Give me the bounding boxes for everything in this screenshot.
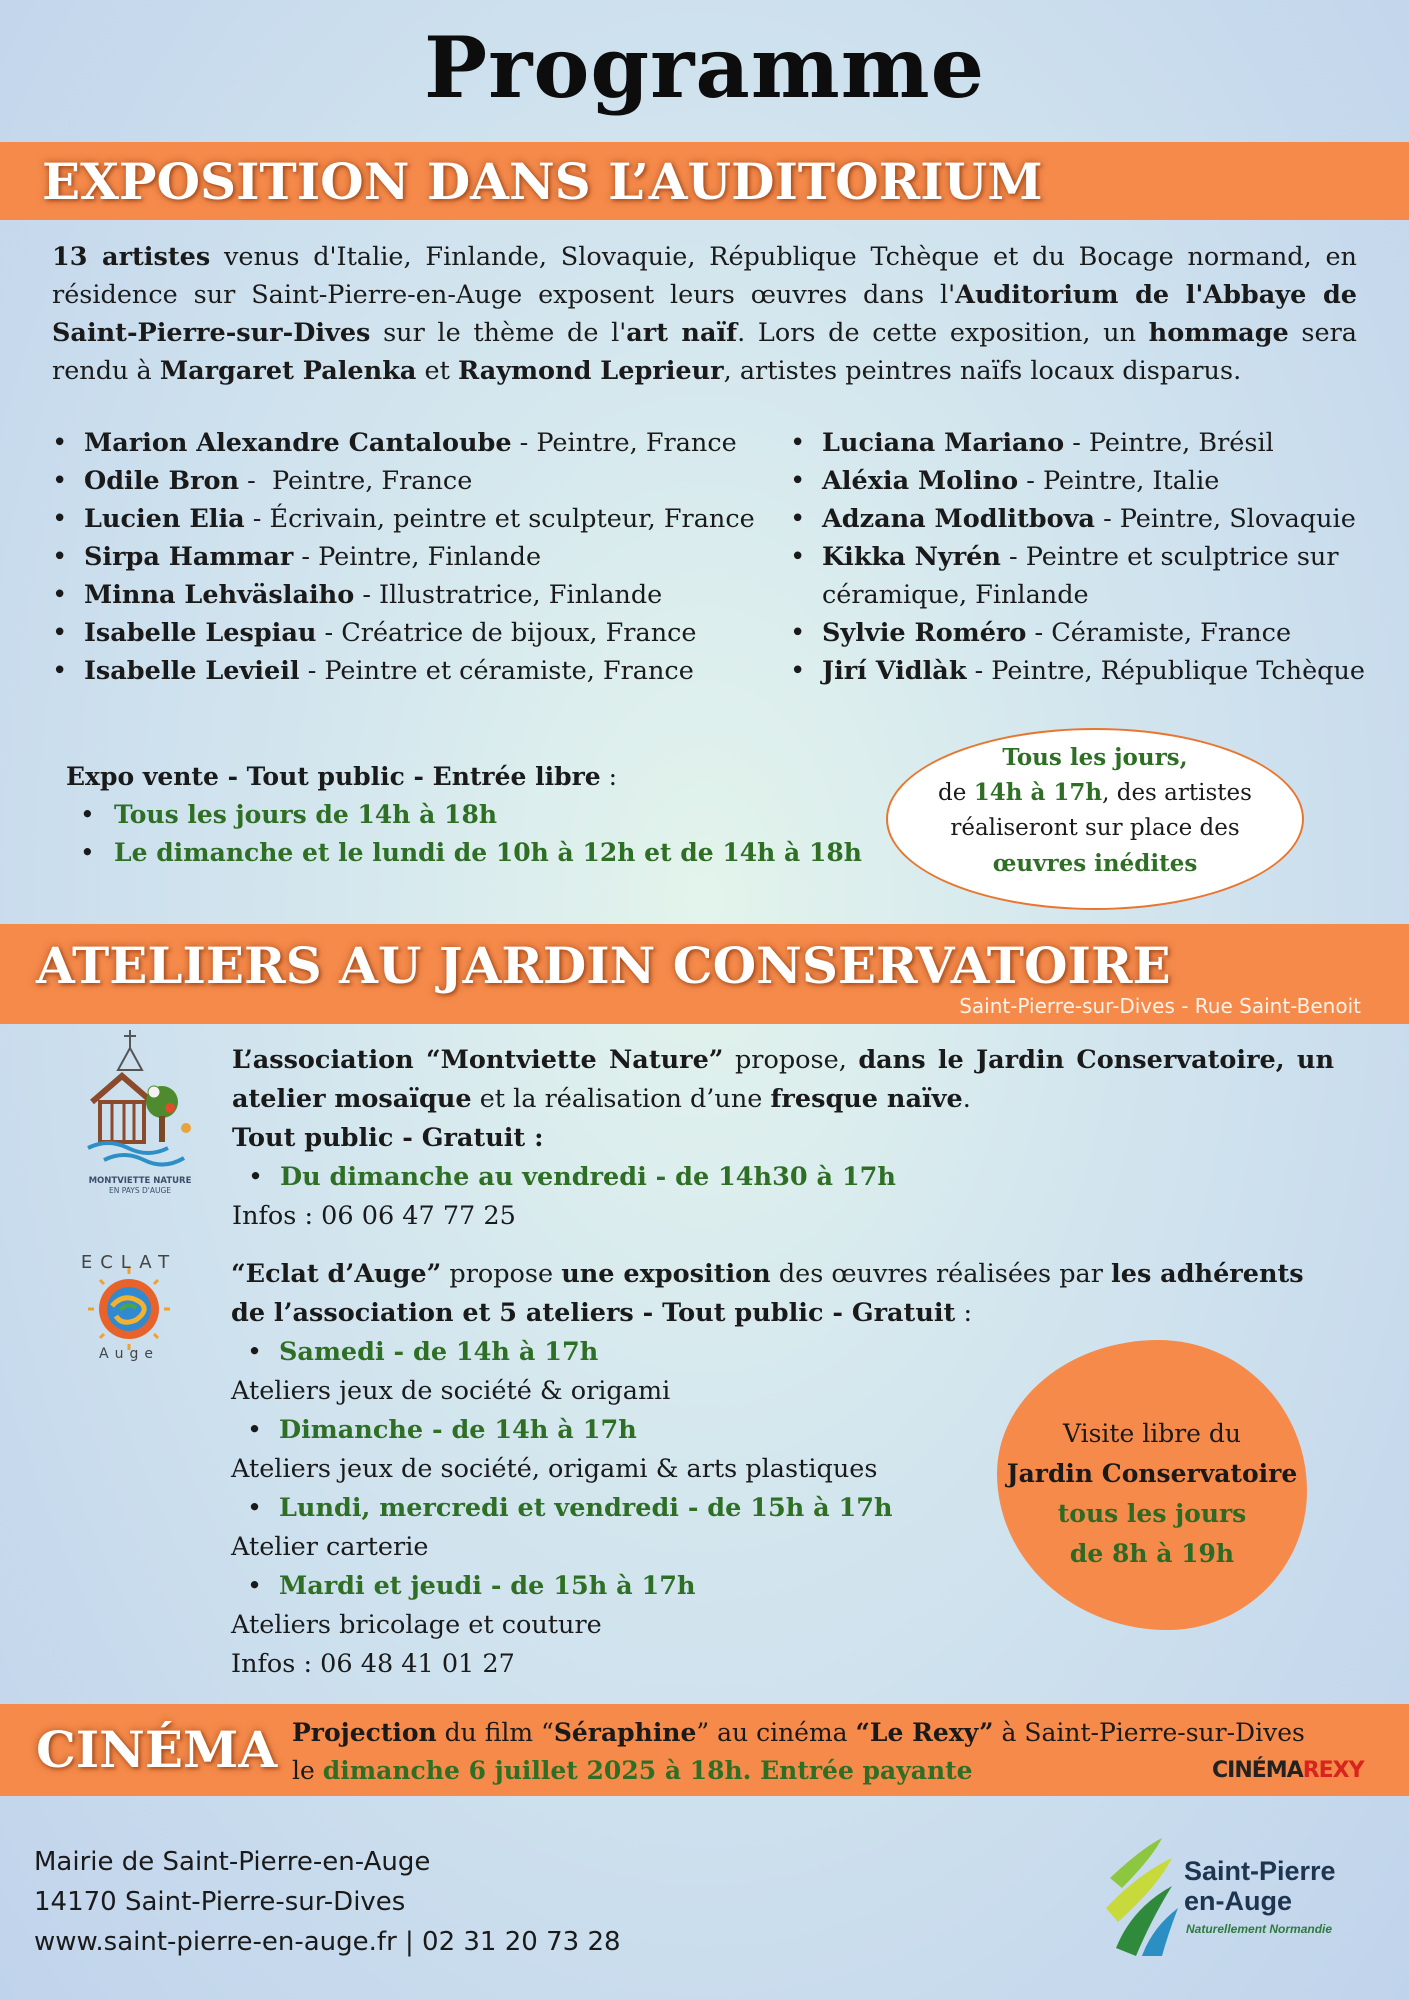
- sale-colon: :: [600, 762, 618, 791]
- montviette-activity: dans le Jardin Conservatoire, un atelier mosaïque: [232, 1045, 1334, 1114]
- session-time: Lundi, mercredi et vendredi - de 15h à 17h: [279, 1493, 893, 1523]
- brand-tagline: Naturellement Normandie: [1186, 1922, 1333, 1936]
- intro-artists-count: 13 artistes: [52, 242, 211, 272]
- cinema-venue: “Le Rexy”: [855, 1718, 994, 1747]
- montviette-logo-text: MONTVIETTE NATURE: [88, 1176, 192, 1186]
- footer-website-link[interactable]: www.saint-pierre-en-auge.fr | 02 31 20 73 28: [34, 1927, 621, 1957]
- list-item: [50, 576, 780, 614]
- artist-role: - Peintre, Slovaquie: [1094, 504, 1356, 534]
- montviette-section: [232, 1041, 1334, 1236]
- artist-name: Adzana Modlitbova: [822, 504, 1095, 534]
- cinema-logo-rexy: REXY: [1302, 1758, 1364, 1783]
- intro-hommage: hommage: [1148, 318, 1289, 348]
- cinema-text: à Saint-Pierre-sur-Dives: [993, 1718, 1305, 1747]
- artist-role: - Peintre, France: [239, 466, 473, 496]
- list-item: [788, 538, 1388, 614]
- list-item: [50, 462, 780, 500]
- cinema-projection: Projection: [292, 1718, 437, 1747]
- intro-theme: art naïf: [626, 318, 738, 348]
- artist-name: Aléxia Molino: [822, 466, 1019, 496]
- artist-name: Sirpa Hammar: [84, 542, 294, 572]
- saint-pierre-logo-icon: [1102, 1838, 1182, 1958]
- artist-role: - Créatrice de bijoux, France: [316, 618, 697, 648]
- callout-hours: 14h à 17h: [973, 779, 1103, 806]
- session-time: Mardi et jeudi - de 15h à 17h: [279, 1571, 696, 1601]
- eclat-logo-subtext: Auge: [99, 1346, 159, 1362]
- intro-text: . Lors de cette exposition, un: [737, 318, 1149, 348]
- montviette-fresque: fresque naïve: [770, 1084, 963, 1114]
- session-activity: Ateliers bricolage et couture: [231, 1610, 602, 1640]
- brand-name-line: en-Auge: [1184, 1886, 1292, 1916]
- artist-name: Marion Alexandre Cantaloube: [84, 428, 512, 458]
- eclat-members: les adhérents de l’association et 5 ateliers - Tout public - Gratuit: [231, 1259, 1304, 1328]
- artist-name: Odile Bron: [84, 466, 240, 496]
- montviette-hours: Du dimanche au vendredi - de 14h30 à 17h: [280, 1162, 896, 1192]
- bullet-icon: •: [247, 1571, 263, 1601]
- bullet-icon: •: [247, 1493, 263, 1523]
- artist-role: - Peintre et céramiste, France: [299, 656, 694, 686]
- cinema-logo-text: CINÉMA: [1212, 1758, 1303, 1783]
- ateliers-banner: [0, 924, 1409, 1024]
- session-time: Samedi - de 14h à 17h: [279, 1337, 599, 1367]
- footer-line: 14170 Saint-Pierre-sur-Dives: [34, 1887, 406, 1917]
- intro-name: Raymond Leprieur: [457, 356, 724, 386]
- list-item: [50, 652, 780, 690]
- list-item: [50, 538, 780, 576]
- artist-name: Sylvie Roméro: [822, 618, 1027, 648]
- cinema-details: [292, 1714, 1305, 1790]
- cinema-text: ” au cinéma: [696, 1718, 856, 1747]
- exposition-banner: [0, 142, 1409, 220]
- artist-name: Minna Lehväslaiho: [84, 580, 355, 610]
- intro-text: sera rendu à: [52, 318, 1357, 386]
- session-time: Dimanche - de 14h à 17h: [279, 1415, 637, 1445]
- ateliers-heading: ATELIERS AU JARDIN CONSERVATOIRE: [36, 936, 1171, 995]
- montviette-text: et la réalisation d’une: [471, 1084, 771, 1114]
- expo-sale-info: [66, 758, 862, 872]
- artists-live-callout: [886, 728, 1304, 910]
- artist-name: Isabelle Lespiau: [84, 618, 317, 648]
- artist-role: - Illustratrice, Finlande: [354, 580, 663, 610]
- expo-hours: Tous les jours de 14h à 18h: [114, 800, 498, 829]
- eclat-text: :: [955, 1298, 973, 1328]
- cinema-rexy-logo: [1212, 1758, 1364, 1783]
- intro-venue: Auditorium de l'Abbaye de Saint-Pierre-sur-Dives: [52, 280, 1358, 348]
- eclat-infos: Infos : 06 48 41 01 27: [231, 1649, 515, 1679]
- artist-role: - Céramiste, France: [1026, 618, 1292, 648]
- eclat-exposition: une exposition: [561, 1259, 771, 1289]
- artists-list-right: [788, 424, 1388, 690]
- artist-role: - Peintre, France: [511, 428, 737, 458]
- callout-line: œuvres inédites: [992, 850, 1198, 877]
- callout-text: , des artistes: [1102, 780, 1252, 806]
- saint-pierre-logo: [1102, 1838, 1372, 1958]
- cinema-date: dimanche 6 juillet 2025 à 18h. Entrée payante: [322, 1756, 973, 1785]
- artist-role: - Peintre, République Tchèque: [966, 656, 1366, 686]
- bullet-icon: •: [80, 800, 95, 829]
- intro-text: et: [416, 356, 458, 386]
- intro-name: Margaret Palenka: [159, 356, 417, 386]
- cinema-banner: [0, 1704, 1409, 1796]
- session-activity: Ateliers jeux de société, origami & arts plastiques: [231, 1454, 878, 1484]
- footer-address: [34, 1842, 621, 1962]
- intro-text: , artistes peintres naïfs locaux disparus.: [723, 356, 1242, 386]
- exposition-heading: EXPOSITION DANS L’AUDITORIUM: [42, 152, 1043, 211]
- list-item: [788, 652, 1388, 690]
- montviette-logo-icon: [78, 1030, 202, 1170]
- artist-role: - Peintre, Italie: [1018, 466, 1220, 496]
- page-title: Programme: [423, 18, 986, 117]
- artist-name: Kikka Nyrén: [822, 542, 1001, 572]
- artists-list-left: [50, 424, 780, 690]
- list-item: [788, 500, 1388, 538]
- session-activity: Ateliers jeux de société & origami: [231, 1376, 671, 1406]
- artist-role: - Écrivain, peintre et sculpteur, France: [244, 504, 755, 534]
- callout-line: tous les jours: [1057, 1499, 1247, 1528]
- list-item: [50, 500, 780, 538]
- intro-text: venus d'Italie, Finlande, Slovaquie, République Tchèque et du Bocage normand, en résidence sur Saint-Pierre-en-Auge exposent leurs œuvres dans l': [52, 242, 1357, 310]
- eclat-name: “Eclat d’Auge”: [231, 1259, 442, 1289]
- artist-role: - Peintre, Finlande: [293, 542, 542, 572]
- cinema-text: le: [292, 1756, 323, 1785]
- bullet-icon: •: [248, 1162, 264, 1192]
- bullet-icon: •: [247, 1415, 263, 1445]
- artist-role: - Peintre, Brésil: [1064, 428, 1274, 458]
- cinema-film: Séraphine: [553, 1718, 697, 1747]
- callout-text: de: [938, 780, 974, 806]
- callout-line: Jardin Conservatoire: [1006, 1459, 1298, 1488]
- list-item: [50, 614, 780, 652]
- montviette-text: .: [962, 1084, 971, 1114]
- bullet-icon: •: [80, 838, 95, 867]
- list-item: [50, 424, 780, 462]
- footer-line: Mairie de Saint-Pierre-en-Auge: [34, 1847, 431, 1877]
- eclat-logo-text: ECLAT: [80, 1252, 178, 1273]
- expo-hours: Le dimanche et le lundi de 10h à 12h et de 14h à 18h: [114, 838, 862, 867]
- eclat-text: des œuvres réalisées par: [770, 1259, 1112, 1289]
- bullet-icon: •: [247, 1337, 263, 1367]
- artist-name: Luciana Mariano: [822, 428, 1065, 458]
- eclat-logo: [66, 1246, 192, 1372]
- montviette-logo: [78, 1030, 202, 1200]
- artist-name: Isabelle Levieil: [84, 656, 300, 686]
- callout-line: Tous les jours,: [1002, 744, 1188, 771]
- intro-text: sur le thème de l': [370, 318, 627, 348]
- montviette-logo-subtext: EN PAYS D'AUGE: [108, 1186, 172, 1195]
- callout-line: Visite libre du: [1062, 1419, 1241, 1448]
- brand-name-line: Saint-Pierre: [1184, 1856, 1336, 1886]
- artist-name: Jirí Vidlàk: [822, 656, 967, 686]
- list-item: [788, 424, 1388, 462]
- montviette-name: L’association “Montviette Nature”: [232, 1045, 724, 1075]
- artist-role: - Peintre et sculptrice sur céramique, Finlande: [822, 542, 1339, 610]
- session-activity: Atelier carterie: [231, 1532, 429, 1562]
- ateliers-location: Saint-Pierre-sur-Dives - Rue Saint-Benoit: [959, 994, 1361, 1018]
- exposition-intro: [52, 238, 1357, 390]
- sale-label: Expo vente - Tout public - Entrée libre: [66, 762, 601, 791]
- callout-line: de 8h à 19h: [1069, 1539, 1235, 1568]
- saint-pierre-logo-name: [1184, 1856, 1336, 1916]
- montviette-public: Tout public - Gratuit :: [232, 1123, 544, 1153]
- cinema-heading: CINÉMA: [36, 1720, 278, 1779]
- cinema-text: du film “: [436, 1718, 554, 1747]
- callout-line: réaliseront sur place des: [950, 815, 1240, 841]
- montviette-infos: Infos : 06 06 47 77 25: [232, 1201, 516, 1231]
- artist-name: Lucien Elia: [84, 504, 245, 534]
- eclat-text: propose: [441, 1259, 562, 1289]
- list-item: [788, 614, 1388, 652]
- list-item: [788, 462, 1388, 500]
- montviette-text: propose,: [723, 1045, 859, 1075]
